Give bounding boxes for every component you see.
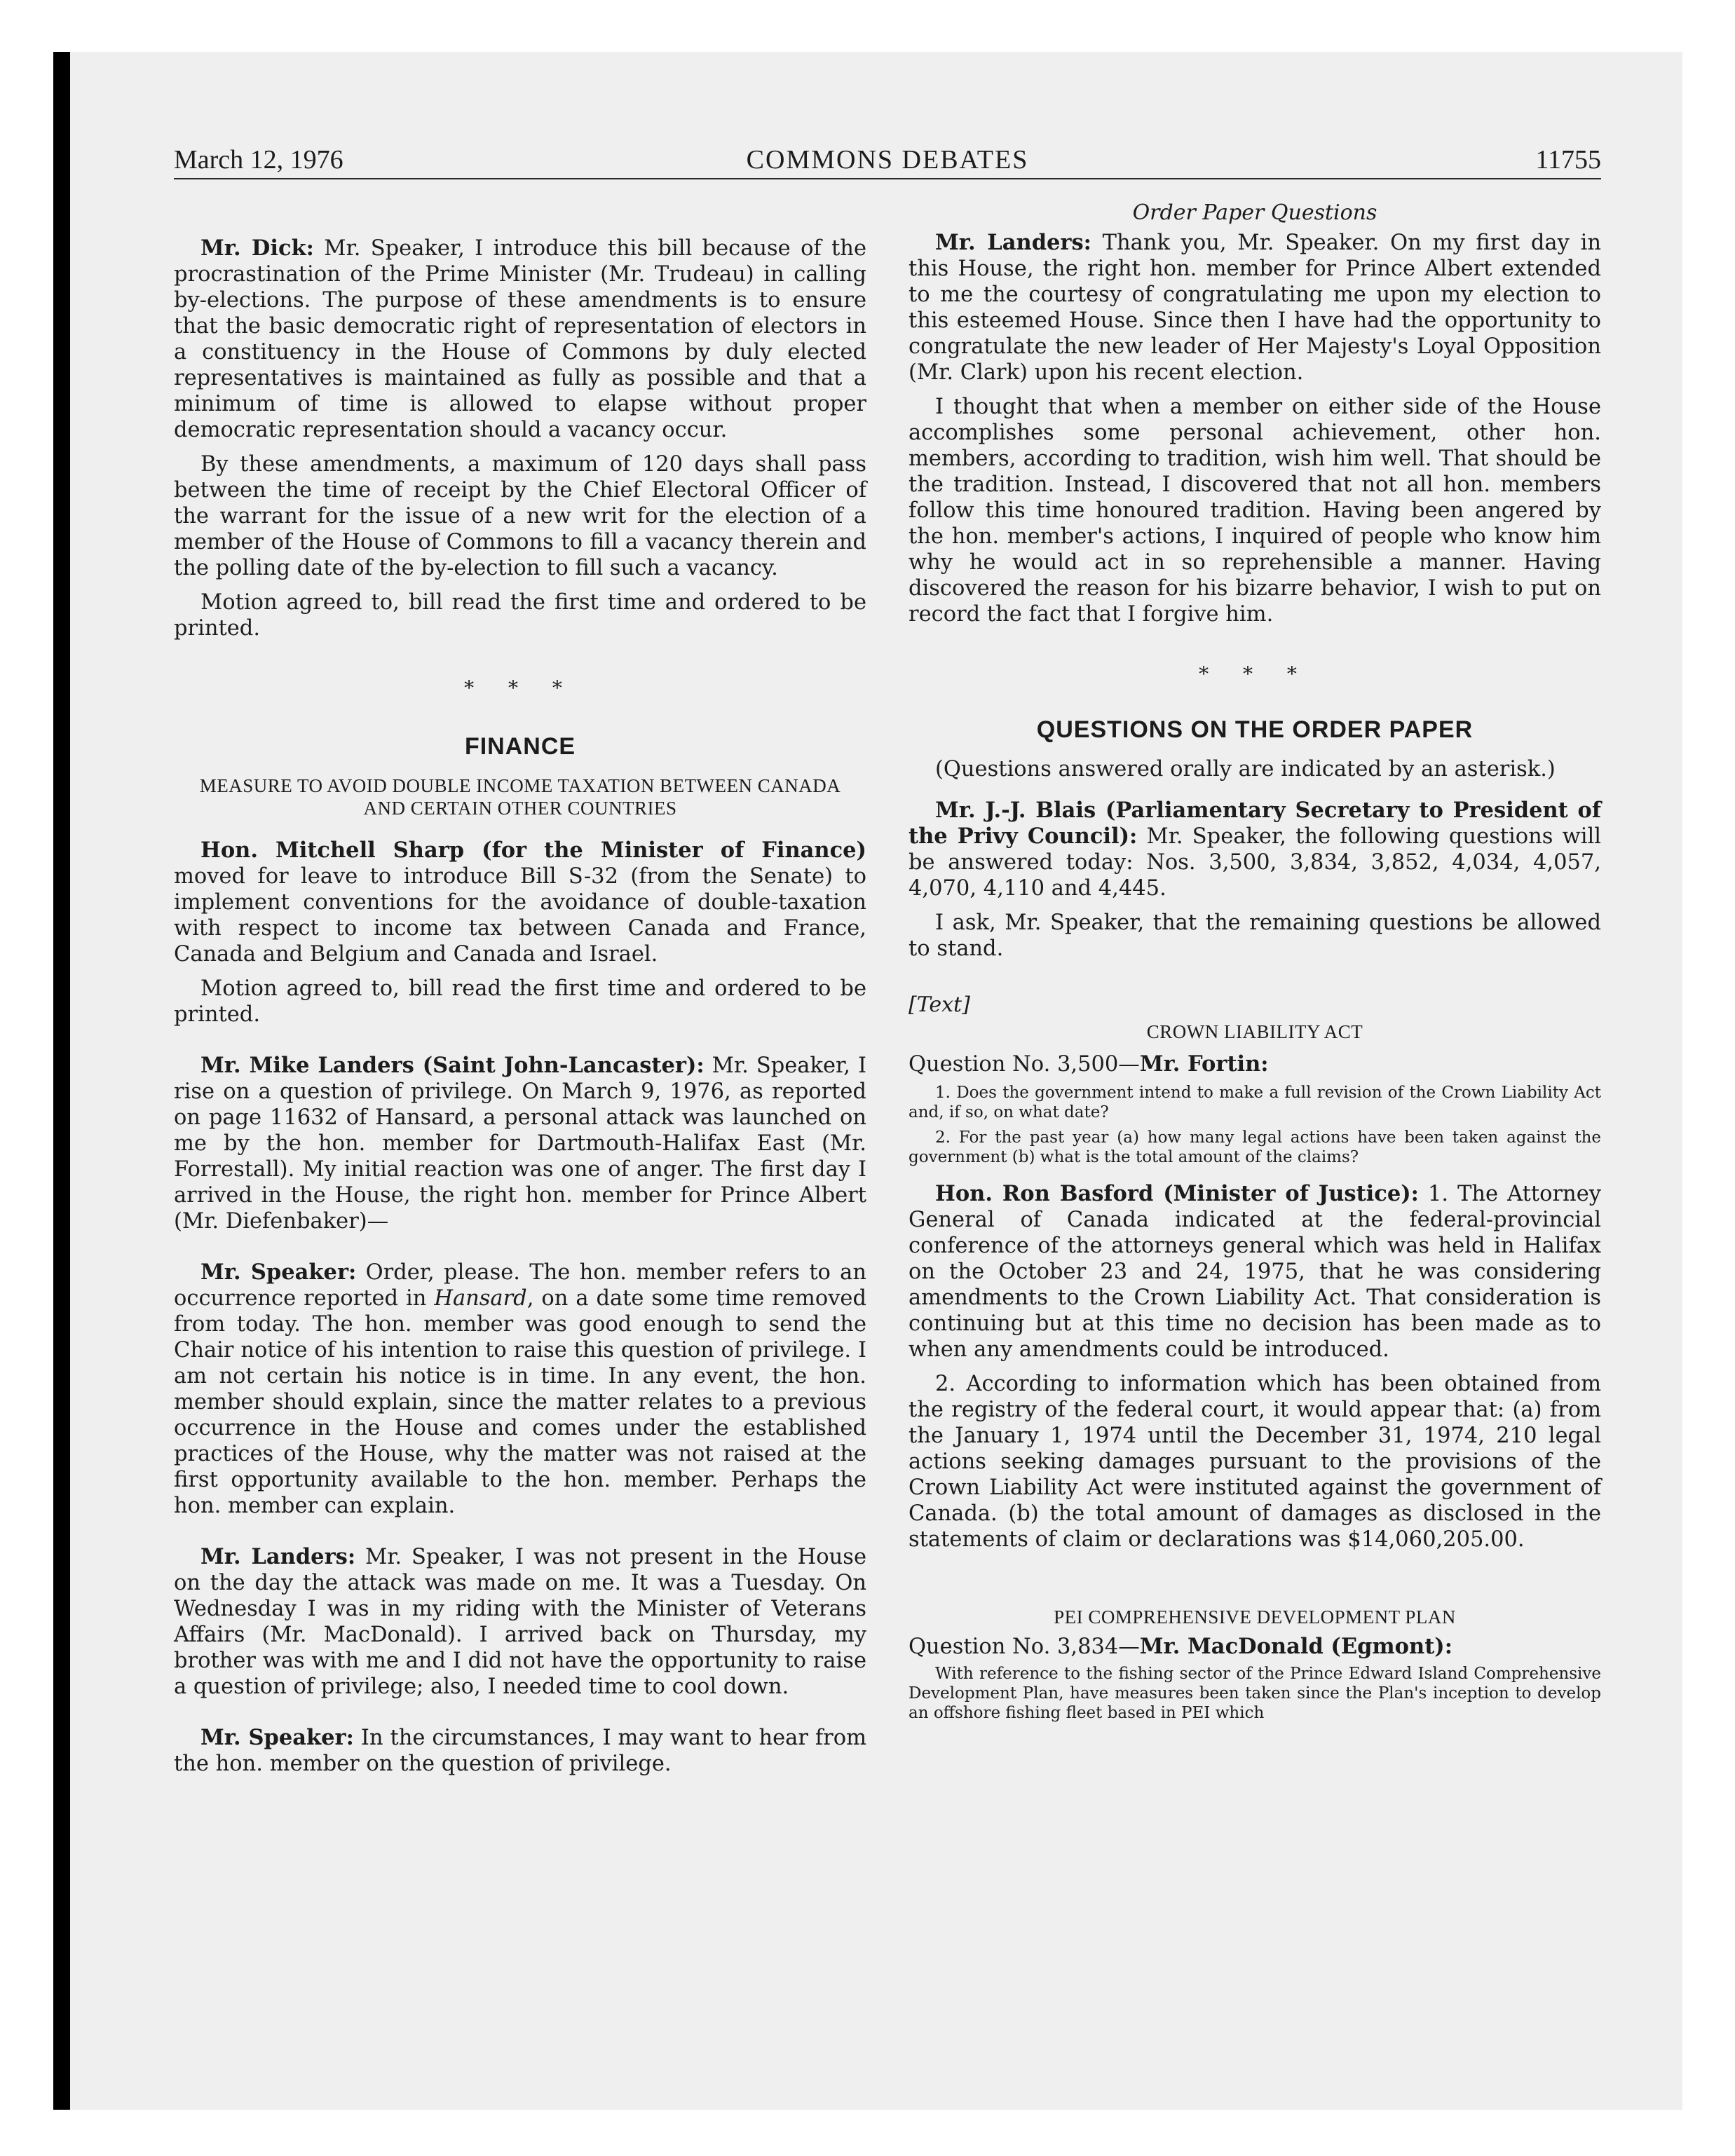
question-3500-part-2: 2. For the past year (a) how many legal actions have been taken against the government (b) what is the total amount of the claims? [909, 1128, 1601, 1166]
paragraph-basford-2: 2. According to information which has been obtained from the registry of the federal court, it would appear that: (a) from the January 1, 1974 until the December 31, 1974, 210 legal actions seeking damages pursuant to the provisions of the Crown Liability Act were instituted against the government of Canada. (b) the total amount of damages as disclosed in the statements of claim or declarations was $14,060,205.00. [909, 1372, 1601, 1552]
header-page-number: 11755 [1535, 145, 1601, 175]
paragraph-blais-2: I ask, Mr. Speaker, that the remaining questions be allowed to stand. [909, 910, 1601, 961]
speech-text: , on a date some time removed from today. The hon. member was good enough to send the Chair notice of his intention to raise this question of privilege. I am not certain his notice is in time. In any event, the hon. member should explain, since the matter relates to a previous occurrence in the House and comes under the established practices of the House, why the matter was not raised at the first opportunity available to the hon. member. Perhaps the hon. member can explain. [174, 1286, 866, 1518]
paragraph-motion-1: Motion agreed to, bill read the first time and ordered to be printed. [174, 590, 866, 641]
header-date: March 12, 1976 [174, 145, 343, 175]
paragraph-speaker-2 [174, 1725, 866, 1777]
header-title: COMMONS DEBATES [746, 145, 1029, 175]
question-member: Mr. MacDonald (Egmont): [1139, 1634, 1452, 1659]
question-number: Question No. 3,500— [909, 1052, 1140, 1077]
speaker-name: Hon. Mitchell Sharp (for the Minister of Finance) [200, 838, 866, 863]
speech-text: 1. The Attorney General of Canada indicated at the federal-provincial conference of the attorneys general which was held in Halifax on the October 23 and 24, 1975, that he was considering amendments to the Crown Liability Act. That consideration is continuing but at this time no decision has been made as to when any amendments could be introduced. [909, 1182, 1601, 1362]
qop-heading: QUESTIONS ON THE ORDER PAPER [1036, 716, 1474, 743]
section-separator: * * * [1199, 662, 1311, 685]
qop-note: (Questions answered orally are indicated by an asterisk.) [935, 757, 1556, 782]
speech-text: Order, please. The hon. member refers to an occurrence reported in [174, 1260, 867, 1311]
speaker-name: Mr. Landers: [935, 230, 1091, 255]
question-member: Mr. Fortin: [1139, 1051, 1269, 1077]
speech-text: Thank you, Mr. Speaker. On my first day in this House, the right hon. member for Prince Albert extended to me the courtesy of congratulating me upon my election to this esteemed House. Since then I have had the opportunity to congratulate the new leader of Her Majesty's Loyal Opposition (Mr. Clark) upon his recent election. [909, 231, 1601, 385]
speaker-name: Mr. Landers: [200, 1544, 356, 1569]
left-column [174, 200, 866, 1777]
paragraph-landers-4: I thought that when a member on either side of the House accomplishes some personal achievement, other hon. members, according to tradition, wish him well. That should be the tradition. Instead, I discovered that not all hon. members follow this time honoured tradition. Having been angered by the hon. member's actions, I inquired of people who know him why he would act in so reprehensible a manner. Having discovered the reason for his bizarre behavior, I wish to put on record the fact that I forgive him. [909, 395, 1601, 627]
speech-text: Mr. Speaker, I was not present in the House on the day the attack was made on me. It was a Tuesday. On Wednesday I was in my riding with the Minister of Veterans Affairs (Mr. MacDonald). I arrived back on Thursday, my brother was with me and I did not have the opportunity to raise a question of privilege; also, I needed time to cool down. [174, 1545, 866, 1699]
paragraph-sharp [174, 838, 866, 967]
speaker-name: Mr. Dick: [200, 236, 314, 261]
right-column [909, 200, 1601, 1723]
paragraph-landers-2 [174, 1544, 866, 1700]
finance-subheading: MEASURE TO AVOID DOUBLE INCOME TAXATION BETWEEN CANADA AND CERTAIN OTHER COUNTRIES [199, 775, 841, 819]
speaker-name: Mr. Speaker: [200, 1260, 357, 1285]
running-header [174, 144, 1601, 179]
paragraph-motion-2: Motion agreed to, bill read the first time and ordered to be printed. [174, 976, 866, 1027]
question-number: Question No. 3,834— [909, 1635, 1140, 1659]
speech-text: Mr. Speaker, I rise on a question of privilege. On March 9, 1976, as reported on page 11632 of Hansard, a personal attack was launched on me by the hon. member for Dartmouth-Halifax East (Mr. Forrestall). My initial reaction was one of anger. The first day I arrived in the House, the right hon. member for Prince Albert (Mr. Diefenbaker)— [174, 1053, 866, 1234]
question-3834-text: With reference to the fishing sector of the Prince Edward Island Comprehensive Development Plan, have measures been taken since the Plan's inception to develop an offshore fishing fleet based in PEI which [909, 1665, 1601, 1722]
paragraph-speaker-1 [174, 1260, 866, 1519]
section-separator: * * * [464, 676, 576, 700]
speech-text: Mr. Speaker, I introduce this bill because of the procrastination of the Prime Minister (Mr. Trudeau) in calling by-elections. The purpose of these amendments is to ensure that the basic democratic right of representation of electors in a constituency in the House of Commons by duly elected representatives is maintained as fully as possible and that a minimum of time is allowed to elapse without proper democratic representation should a vacancy occur. [174, 236, 866, 442]
paragraph-dick [174, 236, 866, 443]
paragraph-amendments: By these amendments, a maximum of 120 days shall pass between the time of receipt by the Chief Electoral Officer of the warrant for the issue of a new writ for the election of a member of the House of Commons to fill a vacancy therein and the polling date of the by-election to fill such a vacancy. [174, 452, 866, 580]
scan-border [53, 52, 70, 2110]
section-label: Order Paper Questions [1132, 200, 1377, 225]
question-3500-line [909, 1051, 1601, 1077]
speaker-name: Mr. Speaker: [200, 1725, 354, 1750]
paragraph-blais [909, 798, 1601, 901]
pei-heading: PEI COMPREHENSIVE DEVELOPMENT PLAN [1054, 1606, 1456, 1628]
speech-text: moved for leave to introduce Bill S-32 (from the Senate) to implement conventions for the avoidance of double-taxation with respect to income tax between Canada and France, Canada and Belgium and Canada and Israel. [174, 864, 866, 967]
crown-liability-heading: CROWN LIABILITY ACT [1146, 1021, 1363, 1042]
speech-text: Mr. Speaker, the following questions will be answered today: Nos. 3,500, 3,834, 3,852, 4,034, 4,057, 4,070, 4,110 and 4,445. [909, 824, 1601, 901]
finance-heading: FINANCE [464, 733, 576, 760]
speech-text: In the circumstances, I may want to hear from the hon. member on the question of privilege. [174, 1726, 866, 1776]
paragraph-landers [174, 1053, 866, 1234]
paragraph-basford [909, 1181, 1601, 1363]
speaker-name: Mr. Mike Landers (Saint John-Lancaster): [200, 1053, 705, 1078]
text-label: [Text] [909, 992, 970, 1017]
speaker-name: Mr. J.-J. Blais (Parliamentary Secretary to President of the Privy Council): [909, 798, 1601, 849]
speaker-name: Hon. Ron Basford (Minister of Justice): [935, 1181, 1419, 1206]
speech-text-italic: Hansard [434, 1286, 527, 1311]
question-3500-part-1: 1. Does the government intend to make a full revision of the Crown Liability Act and, if so, on what date? [909, 1084, 1601, 1121]
paragraph-landers-3 [909, 230, 1601, 386]
question-3834-line [909, 1634, 1601, 1660]
